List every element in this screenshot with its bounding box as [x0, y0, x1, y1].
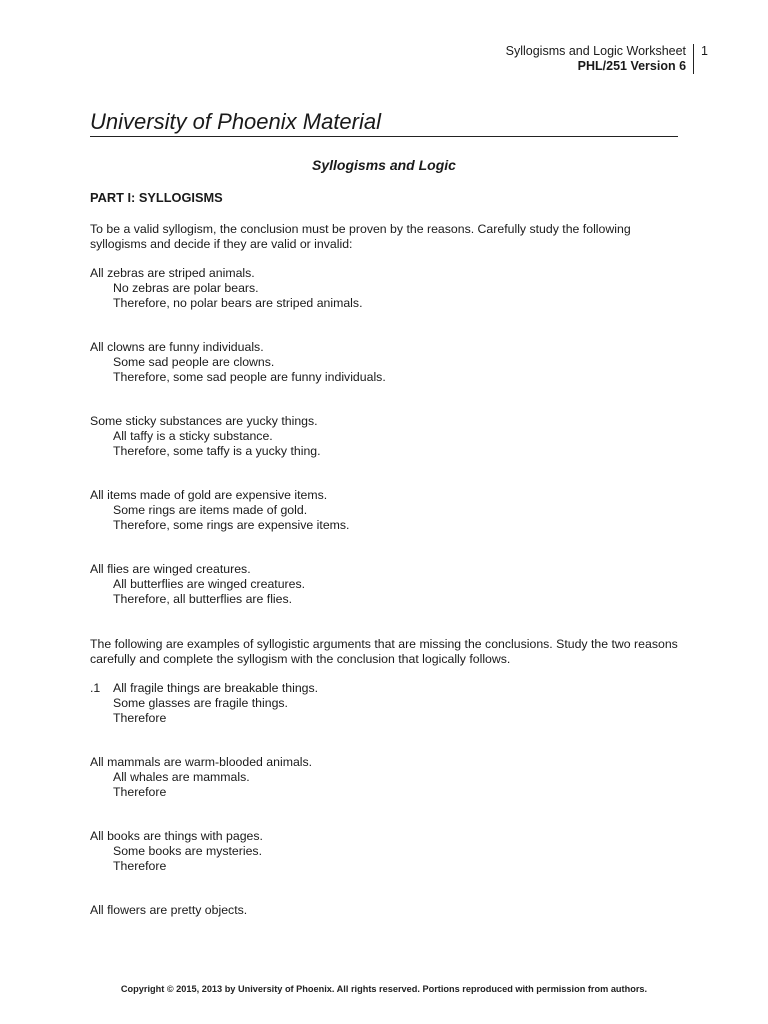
- major-premise: All flowers are pretty objects.: [90, 903, 248, 917]
- major-premise: All mammals are warm-blooded animals.: [90, 755, 313, 769]
- minor-premise: Some rings are items made of gold.: [113, 503, 308, 517]
- minor-premise: Some sad people are clowns.: [113, 355, 275, 369]
- conclusion: Therefore, no polar bears are striped animals.: [113, 296, 363, 310]
- question-1: [90, 681, 680, 726]
- question-4: [90, 903, 680, 918]
- section-heading: PART I: SYLLOGISMS: [90, 190, 223, 205]
- major-premise: All zebras are striped animals.: [90, 266, 255, 280]
- question-2: [90, 755, 680, 800]
- header-title: Syllogisms and Logic Worksheet: [505, 44, 687, 58]
- conclusion: Therefore, all butterflies are flies.: [113, 592, 293, 606]
- question-3: [90, 829, 680, 874]
- page-number: 1: [701, 44, 708, 58]
- page-header: [506, 44, 708, 74]
- conclusion-prompt: Therefore: [113, 711, 167, 725]
- minor-premise: All butterflies are winged creatures.: [113, 577, 306, 591]
- conclusion: Therefore, some rings are expensive items.: [113, 518, 350, 532]
- intro-paragraph: To be a valid syllogism, the conclusion must be proven by the reasons. Carefully study the following syllogisms and decide if they are valid or invalid:: [90, 222, 631, 251]
- syllogism-3: [90, 414, 680, 459]
- major-premise: Some sticky substances are yucky things.: [90, 414, 318, 428]
- worksheet-content: [90, 190, 680, 947]
- document-title: Syllogisms and Logic: [312, 157, 456, 173]
- syllogism-4: [90, 488, 680, 533]
- minor-premise: All taffy is a sticky substance.: [113, 429, 273, 443]
- major-premise: All books are things with pages.: [90, 829, 263, 843]
- conclusion-prompt: Therefore: [113, 859, 167, 873]
- major-premise: All flies are winged creatures.: [90, 562, 251, 576]
- question-number: .1: [90, 681, 101, 695]
- minor-premise: No zebras are polar bears.: [113, 281, 259, 295]
- header-text-block: [506, 44, 694, 74]
- minor-premise: All whales are mammals.: [113, 770, 250, 784]
- minor-premise: Some books are mysteries.: [113, 844, 262, 858]
- syllogism-1: [90, 266, 680, 311]
- brand-title: University of Phoenix Material: [90, 108, 678, 137]
- intro-paragraph-2: The following are examples of syllogistic arguments that are missing the conclusions. Study the two reasons carefully and complete the syllogism with the conclusion that logically follows.: [90, 637, 678, 666]
- conclusion: Therefore, some taffy is a yucky thing.: [113, 444, 321, 458]
- conclusion-prompt: Therefore: [113, 785, 167, 799]
- major-premise: All items made of gold are expensive items.: [90, 488, 328, 502]
- major-premise: All clowns are funny individuals.: [90, 340, 264, 354]
- syllogism-2: [90, 340, 680, 385]
- minor-premise: Some glasses are fragile things.: [113, 696, 288, 710]
- syllogism-5: [90, 562, 680, 607]
- conclusion: Therefore, some sad people are funny individuals.: [113, 370, 386, 384]
- header-course-code: PHL/251 Version 6: [577, 59, 687, 73]
- major-premise: All fragile things are breakable things.: [113, 681, 319, 695]
- copyright-footer: Copyright © 2015, 2013 by University of Phoenix. All rights reserved. Portions reproduced with permission from authors.: [120, 984, 648, 994]
